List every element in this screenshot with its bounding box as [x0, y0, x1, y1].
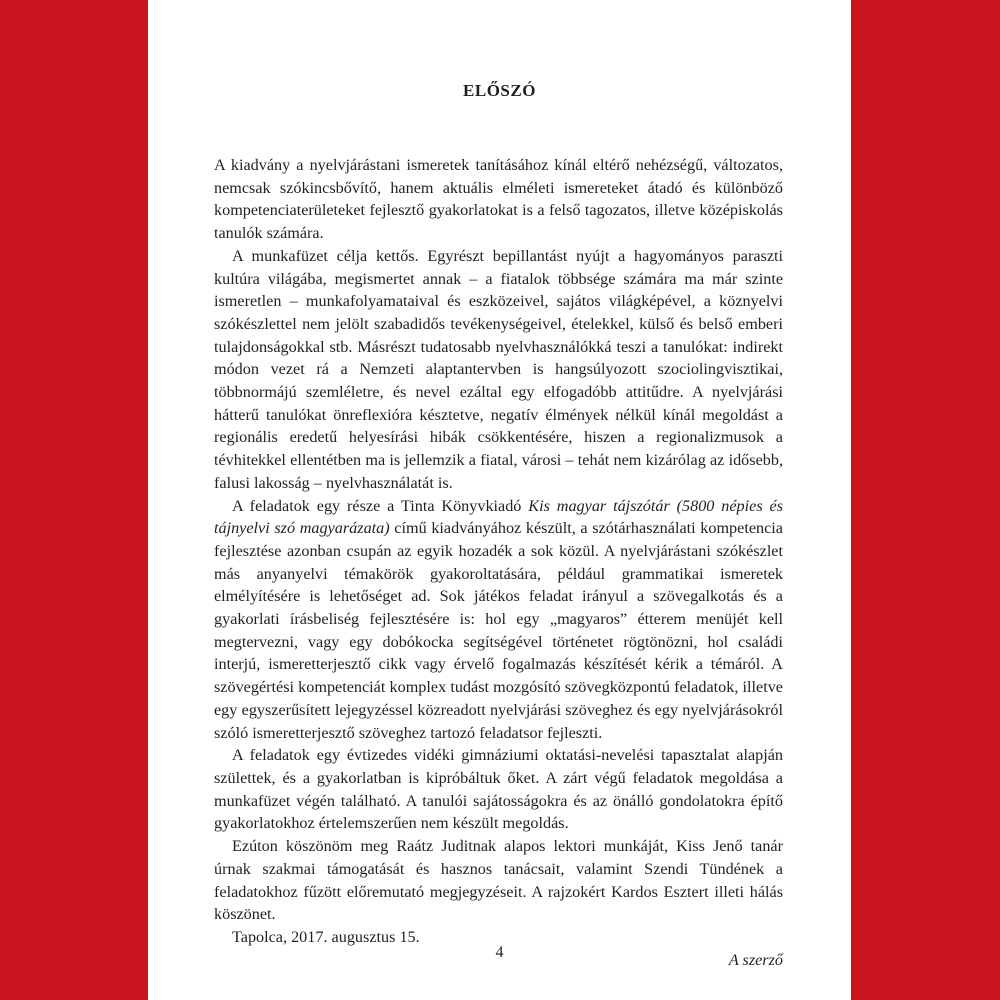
right-red-margin [851, 0, 1000, 1000]
left-red-margin [0, 0, 148, 1000]
paragraph-3 [214, 495, 783, 745]
paragraph-3-text-b: című kiadványához készült, a szótárhasználati kompetencia fejlesztése azonban csupán az egyik hozadék a sok közül. A nyelvjárástani szókészlet más anyanyelvi témakörök gyakoroltatására, például grammatikai ismeretek elmélyítésére is lehetőséget ad. Sok játékos feladat irányul a szövegalkotás és a gyakorlati írásbeliség fejlesztésére is: hol egy „magyaros” étterem menüjét kell megtervezni, vagy egy dobókocka segítségével történetet rögtönözni, hol családi interjú, ismeretterjesztő cikk vagy érvelő fogalmazás készítését kérik a témáról. A szövegértési kompetenciát komplex tudást mozgósító szövegközpontú feladatok, illetve egy egyszerűsített lejegyzéssel közreadott nyelvjárási szöveghez és egy nyelvjárásokról szóló ismeretterjesztő szöveghez tartozó feladatsor fejleszti. [214, 519, 783, 742]
paragraph-2: A munkafüzet célja kettős. Egyrészt bepillantást nyújt a hagyományos paraszti kultúra világába, megismertet annak – a fiatalok többsége számára ma már szinte ismeretlen – munkafolyamataival és eszközeivel, sajátos világképével, a köznyelvi szókészlettel nem jelölt szabadidős tevékenységeivel, ételekkel, külső és belső emberi tulajdonságokkal stb. Másrészt tudatosabb nyelvhasználókká teszi a tanulókat: indirekt módon vezet rá a Nemzeti alaptantervben is hangsúlyozott szociolingvisztikai, többnormájú szemléletre, és nevel ezáltal egy elfogadóbb attitűdre. A nyelvjárási hátterű tanulókat önreflexióra késztetve, negatív élmények nélkül kínál megoldást a regionális eredetű helyesírási hibák csökkentésére, hiszen a regionalizmusok a tévhitekkel ellentétben ma is jellemzik a fiatal, városi – tehát nem kizárólag az idősebb, falusi lakosság – nyelvhasználatát is. [214, 246, 783, 492]
place-date: Tapolca, 2017. augusztus 15. [232, 927, 420, 946]
preface-body [214, 154, 783, 971]
paragraph-3-text-a: A feladatok egy része a Tinta Könyvkiadó [232, 496, 529, 515]
page-title: ELŐSZÓ [463, 81, 536, 100]
paragraph-1: A kiadvány a nyelvjárástani ismeretek tanításához kínál eltérő nehézségű, változatos, nemcsak szókincsbővítő, hanem aktuális elméleti ismereteket átadó és különböző kompetenciaterületeket fejlesztő gyakorlatokat is a felső tagozatos, illetve középiskolás tanulók számára. [214, 156, 783, 243]
page-number: 4 [495, 944, 504, 961]
paragraph-5: Ezúton köszönöm meg Raátz Juditnak alapos lektori munkáját, Kiss Jenő tanár úrnak szakmai támogatását és hasznos tanácsait, valamint Szendi Tündének a feladatokhoz fűzött előremutató megjegyzéseit. A rajzokért Kardos Esztert illeti hálás köszönet. [214, 837, 783, 924]
paragraph-4: A feladatok egy évtizedes vidéki gimnáziumi oktatási-nevelési tapasztalat alapján születtek, és a gyakorlatban is kipróbáltuk őket. A zárt végű feladatok megoldása a munkafüzet végén található. A tanulói sajátosságokra és az önálló gondolatokra építő gyakorlatokhoz értelemszerűen nem készült megoldás. [214, 746, 783, 833]
dictionary-title: Kis magyar tájszótár (5800 népies és tájnyelvi szó magyarázata) [214, 496, 783, 538]
author-signature: A szerző [728, 950, 783, 969]
book-page [148, 0, 851, 1000]
